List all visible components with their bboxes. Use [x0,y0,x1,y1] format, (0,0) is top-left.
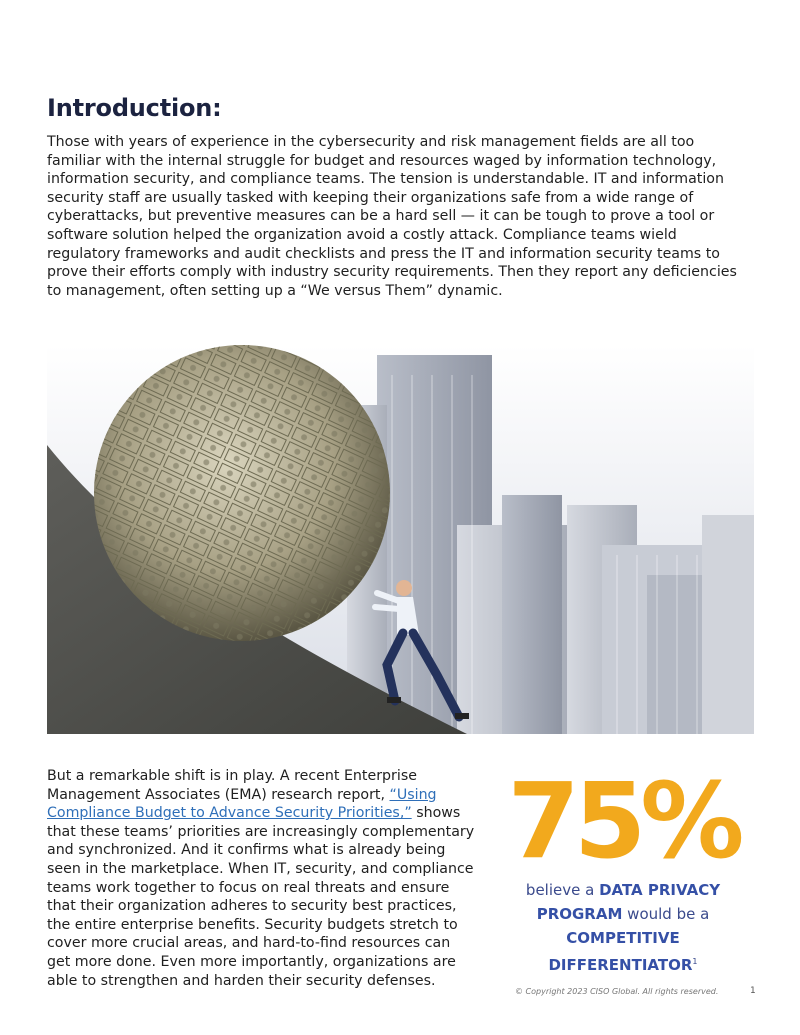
stat-description [492,878,754,977]
stat-highlight-data-privacy: DATA PRIVACY PROGRAM [536,881,721,923]
body-paragraph [47,767,477,990]
stat-highlight-competitive: COMPETITIVE DIFFERENTIATOR [548,929,693,974]
stat-number: 75% [507,760,739,882]
page-heading: Introduction: [47,94,222,122]
copyright-footer: © Copyright 2023 CISO Global. All rights reserved. [515,987,719,996]
intro-paragraph: Those with years of experience in the cybersecurity and risk management fields are all too familiar with the internal struggle for budget and resources waged by information technology, information security, and compliance teams. The tension is understandable. IT and information security staff are usually tasked with keeping their organizations safe from a wide range of cyberattacks, but preventive measures can be a hard sell — it can be tough to prove a tool or software solution helped the organization avoid a costly attack. Compliance teams wield regulatory frameworks and audit checklists and press the IT and information security teams to prove their efforts comply with industry security requirements. Then they report any deficiencies to management, often setting up a “We versus Them” dynamic. [47,134,737,299]
body-text-after-link: shows that these teams’ priorities are increasingly complementary and synchronized. And it confirms what is already being seen in the marketplace. When IT, security, and compliance teams work together to focus on real threats and ensure that their organization adheres to security best practices, the entire enterprise benefits. Security budgets stretch to cover more crucial areas, and hard-to-find resources can get more done. Even more importantly, organizations are able to strengthen and harden their security defenses. [47,805,475,989]
stat-text-mid: would be a [622,905,710,923]
stat-callout [492,760,754,977]
report-link[interactable]: “Using Compliance Budget to Advance Security Priorities,” [47,786,437,822]
hero-image-man-pushing-money-boulder [47,345,754,734]
page-number: 1 [750,986,756,996]
stat-footnote: 1 [692,957,698,966]
stat-text-pre: believe a [525,881,600,899]
body-text-before-link: But a remarkable shift is in play. A recent Enterprise Management Associates (EMA) research report, [47,768,417,803]
